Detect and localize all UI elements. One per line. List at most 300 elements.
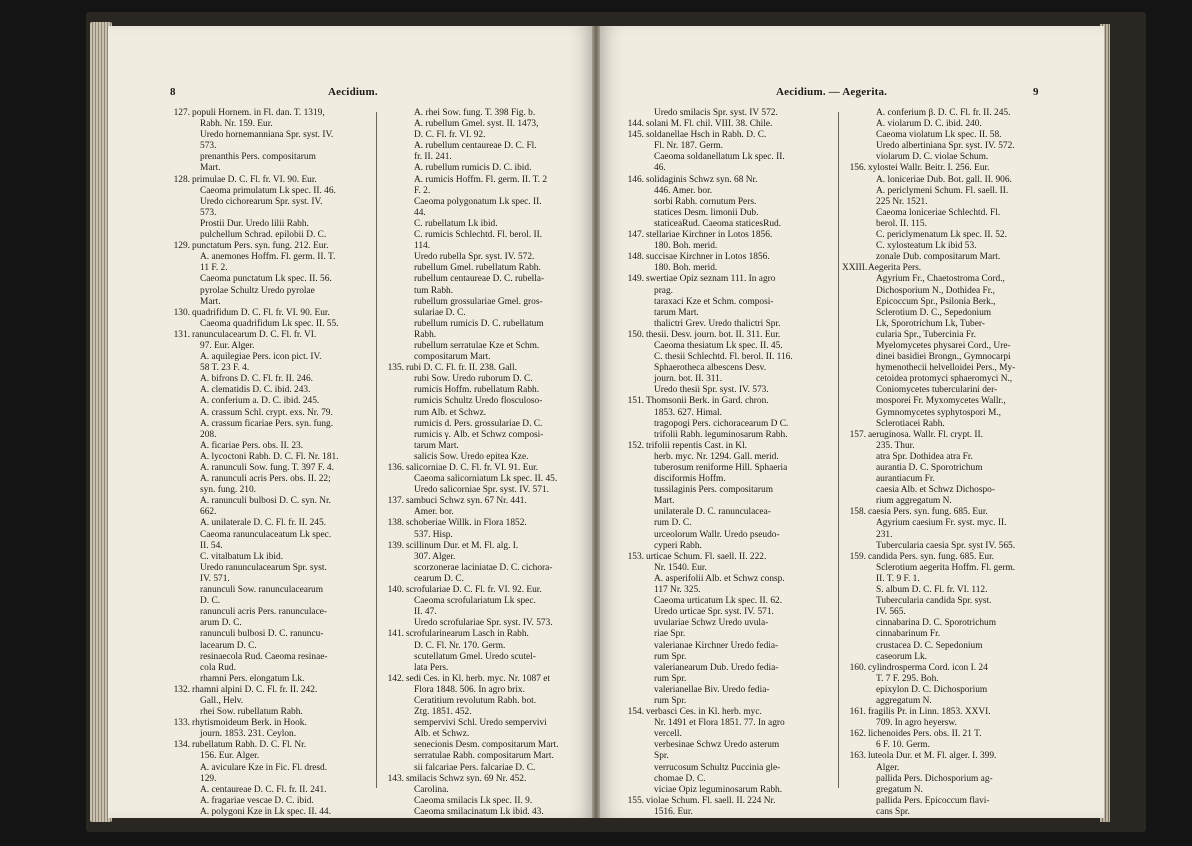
entry-line xyxy=(620,197,834,208)
entry-text: Nr. 1491 et Flora 1851. 77. In agro xyxy=(654,718,785,729)
entry-number: 140. xyxy=(387,585,404,596)
entry-number: 151. xyxy=(627,396,644,407)
entry-number: 143. xyxy=(387,773,404,784)
entry-line xyxy=(620,740,834,751)
entry-line xyxy=(842,408,1052,419)
entry-line xyxy=(380,541,580,552)
entry-line xyxy=(166,452,372,463)
entry-text: riae Spr. xyxy=(654,629,686,640)
entry-number: 154. xyxy=(627,707,644,718)
entry-line xyxy=(842,674,1052,685)
entry-text: luteola Dur. et M. Fl. alger. I. 399. xyxy=(868,751,997,762)
entry-text: resinaecola Rud. Caeoma resinae- xyxy=(200,651,328,662)
entry-text: Uredo cichorearum Spr. syst. IV. xyxy=(200,196,323,207)
entry-text: ranunculi Sow. ranunculacearum xyxy=(200,585,324,596)
entry-text: Uredo albertiniana Spr. syst. IV. 572. xyxy=(876,141,1015,152)
entry-line xyxy=(620,629,834,640)
entry-number: 137. xyxy=(387,496,404,507)
entry-line xyxy=(620,463,834,474)
entry-number: 161. xyxy=(849,707,866,718)
entry-line xyxy=(620,186,834,197)
entry-line xyxy=(166,652,372,663)
entry-line xyxy=(166,740,372,751)
entry-line xyxy=(380,751,580,762)
entry-line xyxy=(842,463,1052,474)
entry-line xyxy=(380,441,580,452)
entry-line xyxy=(842,774,1052,785)
entry-line xyxy=(380,729,580,740)
entry-line xyxy=(166,108,372,119)
entry-line xyxy=(842,618,1052,629)
entry-text: cetoidea protomyci sphaeromyci N., xyxy=(876,374,1013,385)
entry-text: valerianearum Dub. Uredo fedia- xyxy=(654,662,779,673)
entry-text: 117 Nr. 325. xyxy=(654,585,701,596)
entry-text: ranunculacearum D. C. Fl. fr. VI. xyxy=(192,329,317,340)
entry-number: 150. xyxy=(627,329,644,340)
entry-text: gregatum N. xyxy=(876,784,923,795)
entry-text: 180. Boh. merid. xyxy=(654,263,718,274)
entry-line xyxy=(620,430,834,441)
entry-line xyxy=(166,707,372,718)
entry-text: A. bifrons D. C. Fl. fr. II. 246. xyxy=(200,374,314,385)
entry-number: 148. xyxy=(627,252,644,263)
entry-line xyxy=(842,441,1052,452)
entry-text: rumicis Hoffm. rubellatum Rabh. xyxy=(414,385,540,396)
entry-text: D. C. Fl. fr. VI. 92. xyxy=(414,130,486,141)
entry-line xyxy=(166,729,372,740)
entry-number: 129. xyxy=(173,241,190,252)
entry-line xyxy=(842,130,1052,141)
entry-text: rhei Sow. rubellatum Rabh. xyxy=(200,707,303,718)
entry-text: Alb. et Schwz. xyxy=(414,729,470,740)
entry-text: Sclerotiacei Rabh. xyxy=(876,418,945,429)
entry-text: tarum Mart. xyxy=(414,440,459,451)
entry-line xyxy=(380,219,580,230)
entry-line xyxy=(380,796,580,807)
entry-text: pyrolae Schultz Uredo pyrolae xyxy=(200,285,315,296)
entry-line xyxy=(166,363,372,374)
entry-line xyxy=(620,774,834,785)
entry-line xyxy=(166,530,372,541)
entry-text: tarum Mart. xyxy=(654,307,699,318)
entry-line xyxy=(620,607,834,618)
entry-number: 134. xyxy=(173,740,190,751)
entry-text: 180. Boh. merid. xyxy=(654,241,718,252)
entry-text: aurantia D. C. Sporotrichum xyxy=(876,463,983,473)
entry-text: cinnabarina D. C. Sporotrichum xyxy=(876,618,997,629)
entry-text: Uredo thesii Spr. syst. IV. 573. xyxy=(654,385,769,396)
entry-text: Caeoma smilacis Lk spec. II. 9. xyxy=(414,795,533,806)
entry-number: 133. xyxy=(173,718,190,729)
entry-line xyxy=(842,152,1052,163)
entry-text: 129. xyxy=(200,773,217,784)
entry-text: T. 7 F. 295. Boh. xyxy=(876,673,939,684)
right-page xyxy=(596,26,1104,818)
entry-line xyxy=(620,507,834,518)
entry-text: A. centaureae D. C. Fl. fr. II. 241. xyxy=(200,784,327,795)
entry-line xyxy=(380,707,580,718)
entry-text: mosporei Fr. Myxomycetes Wallr., xyxy=(876,396,1006,407)
entry-line xyxy=(620,374,834,385)
entry-text: thalictri Grev. Uredo thalictri Spr. xyxy=(654,318,781,329)
entry-line xyxy=(842,108,1052,119)
entry-text: pallida Pers. Dichosporium ag- xyxy=(876,773,993,784)
entry-text: 573. xyxy=(200,141,217,152)
entry-text: salicis Sow. Uredo epitea Kze. xyxy=(414,451,529,462)
entry-line xyxy=(620,319,834,330)
entry-text: succisae Kirchner in Lotos 1856. xyxy=(646,252,770,263)
entry-line xyxy=(380,663,580,674)
entry-text: A. ranunculi Sow. fung. T. 397 F. 4. xyxy=(200,463,334,473)
entry-text: A. conferium β. D. C. Fl. fr. II. 245. xyxy=(876,108,1011,118)
entry-line xyxy=(380,130,580,141)
entry-text: IV. 565. xyxy=(876,607,906,618)
entry-text: A. unilaterale D. C. Fl. fr. II. 245. xyxy=(200,518,327,529)
entry-line xyxy=(620,441,834,452)
entry-line xyxy=(842,652,1052,663)
entry-text: 58 T. 23 F. 4. xyxy=(200,363,250,374)
entry-text: A. aquilegiae Pers. icon pict. IV. xyxy=(200,352,322,363)
text-column xyxy=(166,108,372,818)
entry-line xyxy=(620,452,834,463)
entry-line xyxy=(166,585,372,596)
entry-text: unilaterale D. C. ranunculacea- xyxy=(654,507,771,518)
entry-line xyxy=(380,674,580,685)
entry-text: Caeoma smilacinatum Lk ibid. 43. xyxy=(414,806,544,817)
entry-line xyxy=(380,740,580,751)
entry-text: Agyrium Fr., Chaetostroma Cord., xyxy=(876,274,1005,285)
entry-text: Tubercularia candida Spr. syst. xyxy=(876,596,992,607)
entry-line xyxy=(620,419,834,430)
entry-text: vercell. xyxy=(654,729,682,740)
entry-text: 6 F. 10. Germ. xyxy=(876,740,930,751)
entry-line xyxy=(842,330,1052,341)
entry-text: populi Hornem. in Fl. dan. T. 1319, xyxy=(192,108,325,118)
entry-text: Thomsonii Berk. in Gard. chron. xyxy=(646,396,769,407)
entry-text: A. periclymeni Schum. Fl. saell. II. xyxy=(876,185,1009,196)
entry-line xyxy=(380,552,580,563)
entry-text: primulae D. C. Fl. fr. VI. 90. Eur. xyxy=(192,174,317,185)
entry-line xyxy=(842,707,1052,718)
entry-text: rum Spr. xyxy=(654,695,687,706)
entry-line xyxy=(620,363,834,374)
entry-line xyxy=(380,374,580,385)
entry-text: sii falcariae Pers. falcariae D. C. xyxy=(414,762,536,773)
entry-line xyxy=(166,463,372,474)
entry-line xyxy=(166,541,372,552)
entry-number: 135. xyxy=(387,363,404,374)
entry-text: valerianellae Biv. Uredo fedia- xyxy=(654,684,770,695)
entry-line xyxy=(166,618,372,629)
entry-text: 231. xyxy=(876,529,893,540)
entry-line xyxy=(620,408,834,419)
entry-text: C. rubellatum Lk ibid. xyxy=(414,218,498,229)
entry-line xyxy=(166,130,372,141)
entry-text: violarum D. C. violae Schum. xyxy=(876,152,989,163)
entry-text: tum Rabh. xyxy=(414,285,454,296)
entry-text: II. 47. xyxy=(414,607,437,618)
entry-text: xylostei Wallr. Beitr. I. 256. Eur. xyxy=(868,163,990,174)
entry-text: D. C. xyxy=(200,596,221,607)
entry-text: Ztg. 1851. 452. xyxy=(414,707,472,718)
entry-line xyxy=(842,263,1052,274)
entry-text: Aegerita Pers. xyxy=(868,263,922,274)
entry-text: A. ranunculi bulbosi D. C. syn. Nr. xyxy=(200,496,331,507)
entry-line xyxy=(380,408,580,419)
entry-line xyxy=(380,452,580,463)
book-gutter xyxy=(592,26,600,818)
entry-line xyxy=(620,341,834,352)
entry-text: rum Alb. et Schwz. xyxy=(414,407,487,418)
entry-line xyxy=(842,696,1052,707)
entry-text: trifolii Rabh. leguminosarum Rabh. xyxy=(654,429,788,440)
entry-number: 157. xyxy=(849,429,866,440)
entry-text: A. anemones Hoffm. Fl. germ. II. T. xyxy=(200,252,336,263)
entry-line xyxy=(380,396,580,407)
entry-line xyxy=(166,274,372,285)
entry-text: sedi Ces. in Kl. herb. myc. Nr. 1087 et xyxy=(406,673,550,684)
entry-text: solidaginis Schwz syn. 68 Nr. xyxy=(646,174,758,185)
entry-text: C. periclymenatum Lk spec. II. 52. xyxy=(876,230,1007,241)
entry-line xyxy=(166,718,372,729)
entry-text: stellariae Kirchner in Lotos 1856. xyxy=(646,230,773,241)
entry-text: Mart. xyxy=(200,296,221,307)
entry-line xyxy=(620,563,834,574)
entry-text: Carolina. xyxy=(414,784,449,795)
entry-line xyxy=(166,774,372,785)
entry-line xyxy=(842,474,1052,485)
entry-line xyxy=(842,563,1052,574)
entry-text: A. loniceriae Dub. Bot. gall. II. 906. xyxy=(876,174,1012,185)
entry-line xyxy=(380,463,580,474)
entry-line xyxy=(842,785,1052,796)
entry-line xyxy=(842,374,1052,385)
entry-text: rubellum Gmel. rubellatum Rabh. xyxy=(414,263,541,274)
entry-line xyxy=(620,352,834,363)
entry-text: cinnabarinum Fr. xyxy=(876,629,941,640)
entry-line xyxy=(380,175,580,186)
entry-line xyxy=(380,352,580,363)
entry-line xyxy=(166,175,372,186)
entry-text: urceolorum Wallr. Uredo pseudo- xyxy=(654,529,780,540)
entry-line xyxy=(380,297,580,308)
entry-line xyxy=(380,496,580,507)
entry-text: prenanthis Pers. compositarum xyxy=(200,152,316,163)
entry-line xyxy=(620,596,834,607)
entry-text: Caeoma primulatum Lk spec. II. 46. xyxy=(200,185,336,196)
entry-line xyxy=(380,518,580,529)
entry-text: rumicis Schultz Uredo flosculoso- xyxy=(414,396,543,407)
entry-line xyxy=(166,474,372,485)
entry-text: scrofulariae D. C. Fl. fr. VI. 92. Eur. xyxy=(406,585,542,596)
entry-text: valerianae Kirchner Uredo fedia- xyxy=(654,640,779,651)
entry-text: rubellum grossulariae Gmel. gros- xyxy=(414,296,543,307)
entry-line xyxy=(620,130,834,141)
entry-line xyxy=(166,785,372,796)
entry-line xyxy=(842,541,1052,552)
entry-text: Sphaerotheca albescens Desv. xyxy=(654,363,767,374)
entry-line xyxy=(620,286,834,297)
entry-text: A. rumicis Hoffm. Fl. germ. II. T. 2 xyxy=(414,174,548,185)
entry-line xyxy=(842,430,1052,441)
entry-line xyxy=(842,274,1052,285)
entry-text: II. T. 9 F. 1. xyxy=(876,573,920,584)
entry-text: compositarum Mart. xyxy=(414,352,491,363)
entry-line xyxy=(166,163,372,174)
entry-text: rubi D. C. Fl. fr. II. 238. Gall. xyxy=(406,363,517,374)
entry-text: Alger. xyxy=(876,762,900,773)
entry-line xyxy=(166,663,372,674)
entry-line xyxy=(620,807,834,818)
entry-text: syn. fung. 210. xyxy=(200,485,256,496)
entry-line xyxy=(166,297,372,308)
entry-text: A. ranunculi acris Pers. obs. II. 22; xyxy=(200,474,331,485)
entry-text: Caeoma scrofulariatum Lk spec. xyxy=(414,596,536,607)
entry-line xyxy=(380,507,580,518)
entry-text: Uredo urticae Spr. syst. IV. 571. xyxy=(654,607,774,618)
entry-line xyxy=(166,330,372,341)
entry-line xyxy=(166,319,372,330)
entry-number: 160. xyxy=(849,662,866,673)
entry-text: salicorniae D. C. Fl. fr. VI. 91. Eur. xyxy=(406,463,539,473)
entry-line xyxy=(842,385,1052,396)
entry-text: prag. xyxy=(654,285,674,296)
entry-text: rhytismoideum Berk. in Hook. xyxy=(192,718,307,729)
entry-line xyxy=(166,796,372,807)
entry-text: dinei basidiei Brongn., Gymnocarpi xyxy=(876,352,1011,363)
entry-text: tussilaginis Pers. compositarum xyxy=(654,485,774,496)
entry-line xyxy=(842,751,1052,762)
entry-line xyxy=(842,796,1052,807)
entry-text: Lk, Sporotrichum Lk, Tuber- xyxy=(876,318,985,329)
entry-text: punctatum Pers. syn. fung. 212. Eur. xyxy=(192,241,329,252)
entry-line xyxy=(166,396,372,407)
entry-line xyxy=(620,308,834,319)
entry-text: 235. Thur. xyxy=(876,440,915,451)
entry-line xyxy=(842,574,1052,585)
entry-line xyxy=(620,208,834,219)
entry-text: Uredo hornemanniana Spr. syst. IV. xyxy=(200,130,334,141)
entry-line xyxy=(380,596,580,607)
entry-text: A. crassum Schl. crypt. exs. Nr. 79. xyxy=(200,407,333,418)
entry-line xyxy=(380,241,580,252)
entry-text: Flora 1848. 506. In agro brix. xyxy=(414,684,525,695)
entry-text: Mart. xyxy=(654,496,675,507)
entry-number: 127. xyxy=(173,108,190,118)
entry-line xyxy=(842,297,1052,308)
entry-line xyxy=(380,108,580,119)
entry-text: verrucosum Schultz Puccinia gle- xyxy=(654,762,781,773)
entry-line xyxy=(166,408,372,419)
entry-text: atra Spr. Dothidea atra Fr. xyxy=(876,451,973,462)
entry-line xyxy=(380,574,580,585)
entry-text: sempervivi Schl. Uredo sempervivi xyxy=(414,718,547,729)
entry-line xyxy=(842,485,1052,496)
entry-line xyxy=(380,363,580,374)
entry-line xyxy=(842,175,1052,186)
entry-number: 139. xyxy=(387,540,404,551)
entry-text: pulchellum Schrad. epilobii D. C. xyxy=(200,230,327,241)
entry-line xyxy=(380,774,580,785)
entry-line xyxy=(620,618,834,629)
entry-line xyxy=(166,496,372,507)
entry-line xyxy=(380,230,580,241)
entry-line xyxy=(166,385,372,396)
entry-line xyxy=(166,807,372,818)
entry-line xyxy=(842,763,1052,774)
entry-text: C. vitalbatum Lk ibid. xyxy=(200,551,284,562)
entry-line xyxy=(842,308,1052,319)
entry-text: Uredo smilacis Spr. syst. IV 572. xyxy=(654,108,778,118)
entry-number: 146. xyxy=(627,174,644,185)
entry-line xyxy=(842,363,1052,374)
entry-text: Rabh. Nr. 159. Eur. xyxy=(200,119,273,130)
entry-line xyxy=(842,530,1052,541)
entry-line xyxy=(380,274,580,285)
entry-line xyxy=(842,186,1052,197)
entry-text: Uredo rubella Spr. syst. IV. 572. xyxy=(414,252,535,263)
entry-text: rum Spr. xyxy=(654,651,687,662)
entry-line xyxy=(166,629,372,640)
entry-line xyxy=(166,751,372,762)
entry-text: A. conferium a. D. C. ibid. 245. xyxy=(200,396,320,407)
entry-line xyxy=(842,518,1052,529)
entry-text: S. album D. C. Fl. fr. VI. 112. xyxy=(876,585,988,596)
entry-text: journ. bot. II. 311. xyxy=(654,374,723,385)
entry-text: cola Rud. xyxy=(200,662,236,673)
entry-text: D. C. Fl. Nr. 170. Germ. xyxy=(414,640,506,651)
entry-line xyxy=(842,663,1052,674)
entry-text: serratulae Rabh. compositarum Mart. xyxy=(414,751,554,762)
entry-line xyxy=(166,241,372,252)
entry-line xyxy=(380,330,580,341)
entry-text: Tubercularia caesia Spr. syst IV. 565. xyxy=(876,540,1016,551)
entry-line xyxy=(380,263,580,274)
entry-text: Sclerotium aegerita Hoffm. Fl. germ. xyxy=(876,562,1016,573)
entry-line xyxy=(380,530,580,541)
entry-text: scorzonerae laciniatae D. C. cichora- xyxy=(414,562,553,573)
entry-line xyxy=(620,685,834,696)
entry-number: 163. xyxy=(849,751,866,762)
entry-text: chomae D. C. xyxy=(654,773,706,784)
entry-text: Caeoma quadrifidum Lk spec. II. 55. xyxy=(200,318,339,329)
entry-text: A. rubellum centaureae D. C. Fl. xyxy=(414,141,537,152)
entry-text: tragopogi Pers. cichoracearum D C. xyxy=(654,418,789,429)
entry-number: 162. xyxy=(849,729,866,740)
entry-line xyxy=(620,152,834,163)
entry-line xyxy=(842,629,1052,640)
entry-line xyxy=(842,352,1052,363)
entry-line xyxy=(620,396,834,407)
entry-text: rumicis γ. Alb. et Schwz composi- xyxy=(414,429,544,440)
entry-text: ranunculi acris Pers. ranunculace- xyxy=(200,607,328,618)
entry-text: schoberiae Willk. in Flora 1852. xyxy=(406,518,527,529)
entry-text: A. rubellum rumicis D. C. ibid. xyxy=(414,163,532,174)
entry-line xyxy=(842,496,1052,507)
entry-text: 1516. Eur. xyxy=(654,806,693,817)
entry-text: scillinum Dur. et M. Fl. alg. I. xyxy=(406,540,519,551)
entry-text: 446. Amer. bor. xyxy=(654,185,713,196)
entry-text: C. rumicis Schlechtd. Fl. berol. II. xyxy=(414,230,543,241)
entry-text: rubellatum Rabh. D. C. Fl. Nr. xyxy=(192,740,307,751)
entry-number: 136. xyxy=(387,463,404,473)
entry-line xyxy=(620,241,834,252)
entry-text: thesii. Desv. journ. bot. II. 311. Eur. xyxy=(646,329,781,340)
entry-text: rubellum centaureae D. C. rubella- xyxy=(414,274,545,285)
entry-line xyxy=(380,685,580,696)
entry-text: caesia Pers. syn. fung. 685. Eur. xyxy=(868,507,988,518)
entry-text: cylindrosperma Cord. icon I. 24 xyxy=(868,662,988,673)
